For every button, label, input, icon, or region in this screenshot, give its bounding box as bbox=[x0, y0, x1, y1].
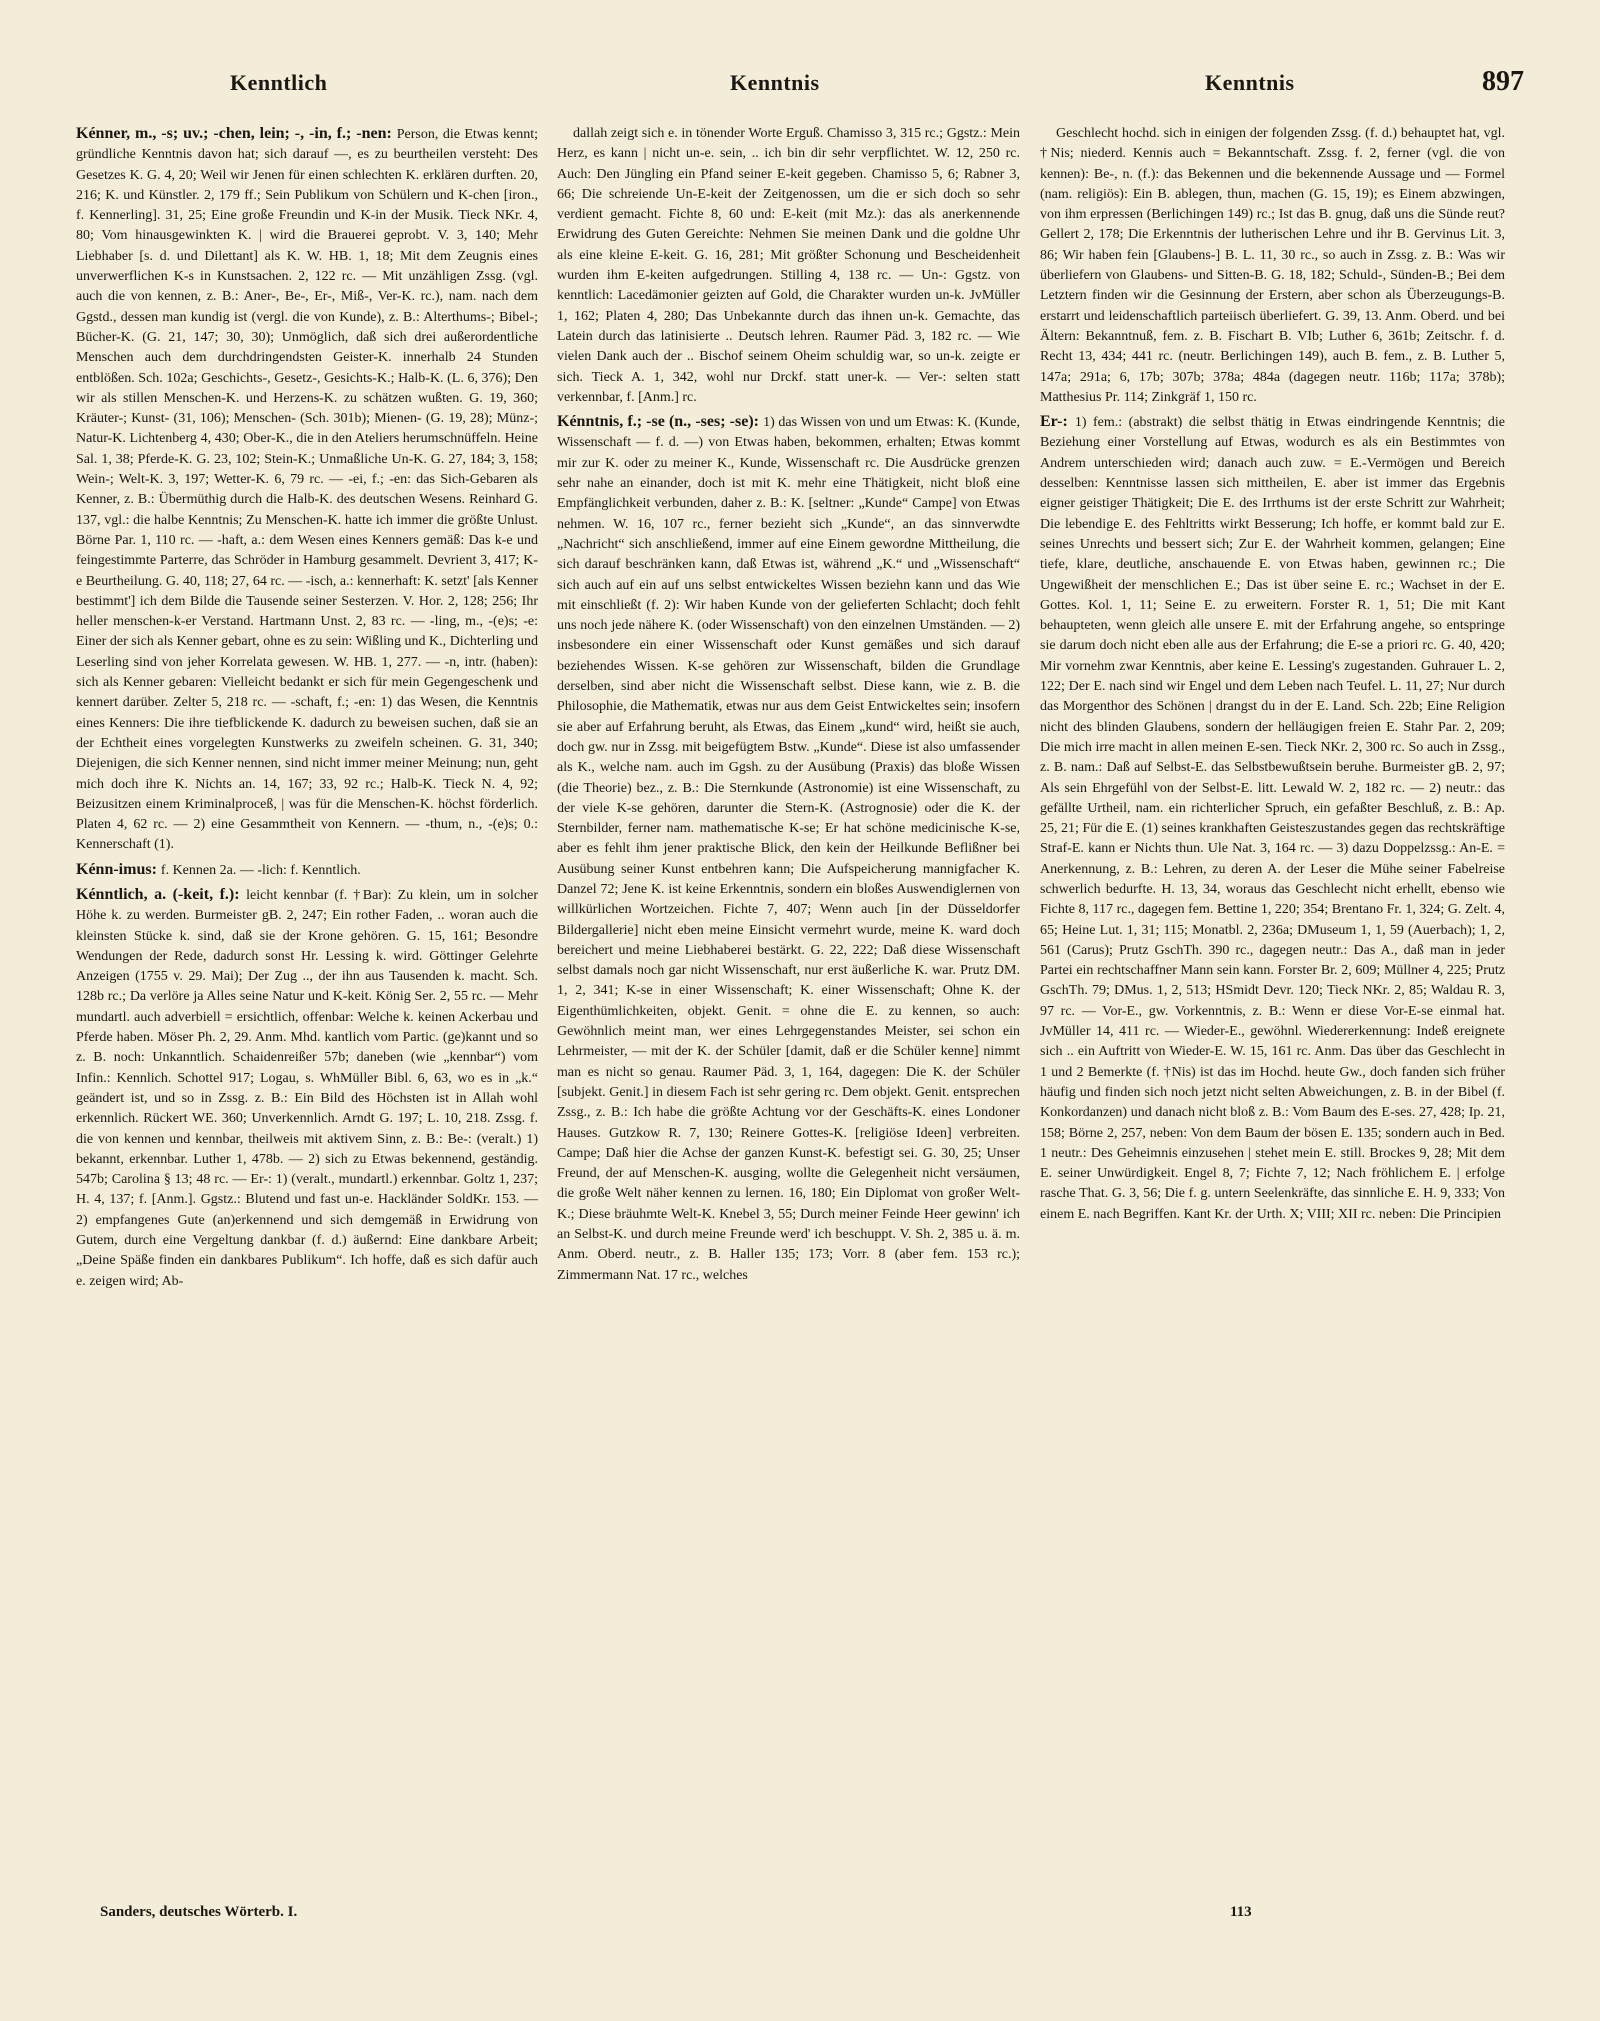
dictionary-entry bbox=[1040, 412, 1505, 1225]
entry-text: f. Kennen 2a. — -lich: f. Kenntlich. bbox=[160, 862, 361, 878]
dictionary-entry bbox=[1040, 124, 1505, 408]
sheet-number: 113 bbox=[1230, 1904, 1252, 1920]
dictionary-entry bbox=[76, 860, 538, 881]
entry-text: dallah zeigt sich e. in tönender Worte Erguß. Chamisso 3, 315 rc.; Ggstz.: Mein Herz, es kann | nicht un-e. sein, .. ich bin dir sehr verpflichtet. W. 12, 250 rc. Auch: Den Jüngling ein Pfand seiner E-keit gegeben. Chamisso 5, 6; Rabner 3, 66; Die schreiende Un-E-keit der Zeitgenossen, um die er sich doch so sehr verdient gemacht. Fichte 8, 60 und: E-keit (mit Mz.): das als anerkennende Erwidrung des Guten Gereichte: Nehmen Sie meinen Dank und die goldne Uhr als eine kleine E-keit. G. 16, 281; Mit größter Schonung und Bescheidenheit wurden ihm E-keiten aufgedrungen. Stilling 4, 138 rc. — Un-: Ggstz. von kenntlich: Lacedämonier geizten auf Gold, die Charakter wurden un-k. JvMüller 1, 162; Platen 4, 280; Das Unbekannte durch das ihnen un-k. Gemachte, das Latein durch das latinisierte .. Deutsch lehren. Raumer Päd. 3, 182 rc. — Wie vielen Dank auch der .. Bischof seinem Oheim schuldig war, so un-k. zeigte er sich. Tieck A. 1, 342, wohl nur Drckf. statt uner-k. — Ver-: selten statt verkennbar, f. [Anm.] rc. bbox=[557, 126, 1020, 405]
dictionary-entry bbox=[76, 124, 538, 856]
entry-headword: Er-: bbox=[1040, 413, 1075, 431]
entry-text: 1) das Wissen von und um Etwas: K. (Kunde, Wissenschaft — f. d. —) von Etwas haben, bekommen, erhalten; Etwas kommt mir zur K. oder zu meiner K., Kunde, Wissenschaft rc. Die Ausdrücke grenzen sehr nahe an einander, doch ist mit K. mehr eine Thätigkeit, nicht bloß eine Empfänglichkeit verbunden, daher z. B.: K. [seltner: „Kunde“ Campe] von Etwas nehmen. W. 16, 107 rc., ferner bezieht sich „Kunde“, an das sinnverwdte „Nachricht“ sich anschließend, immer auf eine Einem gewordne Mittheilung, die sich darauf beschränken kann, daß Etwas ist, während „K.“ und „Wissenschaft“ sich auch auf ein auf uns selbst entwickeltes Wissen beziehn kann und das Wie mit einschließt (f. 2): Wir haben Kunde von der gelieferten Schlacht; doch fehlt uns noch jede nähere K. (oder Wissenschaft) von den einzelnen Umständen. — 2) insbesondere ein einer Wissenschaft oder Kunst gemäßes und sich darauf beziehendes Wissen. K-se gehören zur Wissenschaft, bilden die Grundlage derselben, sind aber nicht die Wissenschaft selbst. Diese kann, wie z. B. die Philosophie, die Mathematik, etwas nur aus dem Geist Entwickeltes sein; insofern sie aber auf Erfahrung beruht, als Etwas, das Einem „kund“ wird, heißt sie auch, doch gw. nur in Zssg. mit beigefügtem Bstw. „Kunde“. Diese ist also umfassender als K., welche nam. auch im Ggsh. zu der Ausübung (Praxis) das bloße Wissen (die Theorie) bez., z. B.: Die Sternkunde (Astronomie) ist eine Wissenschaft, zu der viele K-se gehören, darunter die Stern-K. (Astrognosie) oder die K. der Sternbilder, ferner nam. mathematische K-se; Er hat schöne medicinische K-se, aber es fehlt ihm jener praktische Blick, den kein der Heilkunde Beflißner bei Ausübung seiner Kunst entbehren kann; Die Aufspeicherung mannigfacher K. Danzel 72; Jene K. ist keine Erkenntnis, sondern ein bloßes Auswendiglernen von willkürlichen Wortzeichen. Fichte 7, 407; Wenn auch [in der Düsseldorfer Bildergallerie] nicht eben meine Einsicht vermehrt wurde, meine K. ward doch bereichert und meine Liebhaberei bestärkt. G. 22, 222; Daß diese Wissenschaft selbst damals noch gar nicht Wissenschaft, nur erst äußerliche K. war. Prutz DM. 1, 2, 341; K-se in einer Wissenschaft; K. einer Wissenschaft; Ohne K. der Eigenthümlichkeiten, objekt. Genit. = ohne die E. zu kennen, so auch: Gewöhnlich meint man, wer eines Lehrgegenstandes Meister, sei schon ein Lehrmeister, — mit der K. der Schüler [damit, daß er die Schüler kenne] nimmt man es nicht so genau. Raumer Päd. 3, 1, 164, dagegen: Die K. der Schüler [subjekt. Genit.] in diesem Fach ist sehr gering rc. Dem objekt. Genit. entsprechen Zssg., z. B.: Ich habe die größte Achtung vor der Geschäfts-K. eines Londoner Hauses. Gutzkow R. 7, 130; Reinere Gottes-K. [religiöse Ideen] verbreiten. Campe; Daß hier die Achse der ganzen Kunst-K. befestigt sei. G. 30, 25; Unser Freund, der auf Menschen-K. ausging, wollte die Gelegenheit nicht versäumen, die große Welt näher kennen zu lernen. 16, 180; Ein Diplomat von großer Welt-K.; Diese bräuhmte Welt-K. Knebel 3, 55; Durch meiner Feinde Heer gewinn' ich an Selbst-K. und durch meine Freunde werd' ich beschuppt. V. Sh. 2, 385 u. ä. m. Anm. Oberd. neutr., z. B. Haller 135; 173; Vorr. 8 (aber fem. 153 rc.); Zimmermann Nat. 17 rc., welches bbox=[557, 415, 1020, 1283]
signature-line: Sanders, deutsches Wörterb. I. bbox=[100, 1904, 298, 1920]
entry-headword: Kénner, m., -s; uv.; -chen, lein; -, -in, f.; -nen: bbox=[76, 125, 397, 142]
entry-text: Geschlecht hochd. sich in einigen der folgenden Zssg. (f. d.) behauptet hat, vgl. †Nis; niederd. Kennis auch = Bekanntschaft. Zssg. f. 2, ferner (vgl. die von kennen): Be-, n. (f.): das Bekennen und die bekennende Aussage und — Formel (nam. religiös): Ein B. ablegen, thun, machen (G. 15, 19); es Einem abzwingen, von ihm erpressen (Berlichingen 149) rc.; Ist das B. gnug, daß uns die Sünde reut? Gellert 2, 178; Die Erkenntnis der lutherischen Lehre und ihr B. Gervinus Lit. 3, 86; Wir haben fein [Glaubens-] B. L. 11, 30 rc., so auch in Zssg. z. B.: Was wir überliefern von Glaubens- und Sitten-B. G. 18, 182; Schuld-, Sünden-B.; Bei dem Letztern finden wir die Gesinnung der Erstern, aber schon als Überzeugungs-B. erstarrt und leidenschaftlich parteiisch überliefert. G. 39, 13. Anm. Oberd. und bei Ältern: Bekanntnuß, fem. z. B. Fischart B. VIb; Luther 6, 361b; Zeitschr. f. d. Recht 13, 434; 441 rc. (neutr. Berlichingen 149), auch B. fem., z. B. Luther 5, 147a; 291a; 6, 17b; 307b; 378a; 484a (dagegen neutr. 116b; 117a; 378b); Matthesius Pr. 114; Zinkgräf 1, 150 rc. bbox=[1040, 126, 1505, 405]
page-number: 897 bbox=[1482, 66, 1524, 97]
column-1 bbox=[76, 124, 538, 1296]
dictionary-entry bbox=[557, 124, 1020, 408]
entry-text: 1) fem.: (abstrakt) die selbst thätig in Etwas eindringende Kenntnis; die Beziehung einer Vorstellung auf Etwas, wodurch es als ein Bestimmtes von Andrem unterschieden wird; danach auch zuw. = E.-Vermögen und Bereich desselben: Kenntnisse lassen sich mittheilen, E. aber ist immer das Ergebnis eigner geistiger Thätigkeit; Die E. des Irrthums ist der erste Schritt zur Wahrheit; Die lebendige E. des Fehltritts wirkt Besserung; Ich hoffe, er kommt bald zur E. seines Unrechts und bessert sich; Zur E. der Wahrheit kommen, gelangen; Eine tiefe, klare, deutliche, anschauende E. von Etwas haben, gewinnen rc.; Die Ungewißheit der menschlichen E.; Das ist über seine E. rc.; Wachset in der E. Gottes. Kol. 1, 11; Seine E. zu erweitern. Forster R. 1, 51; Die mit Kant behaupteten, wenn gleich alle unsere E. mit der Erfahrung angehe, so entspringe sie darum doch nicht eben alle aus der Erfahrung; die E-se a priori rc. G. 40, 420; Mir vornehm zwar Kenntnis, aber keine E. Lessing's zugestanden. Guhrauer L. 2, 122; Der E. nach sind wir Engel und dem Leben nach Teufel. L. 11, 27; Nur durch das Morgenthor des Schönen | drangst du in der E. Land. Sch. 22b; Eine Religion nicht des blinden Glaubens, sondern der helläugigen freien E. Stahr Par. 2, 209; Die mich irre macht in allen meinen E-sen. Tieck NKr. 2, 300 rc. So auch in Zssg., z. B. nam.: Daß auf Selbst-E. das Selbstbewußtsein beruhe. Burmeister gB. 2, 97; Als sein Ehrgefühl von der Selbst-E. litt. Lewald W. 2, 182 rc. — 2) neutr.: das gefällte Urtheil, nam. ein richterlicher Spruch, ein gefaßter Beschluß, z. B.: Ap. 25, 21; Für die E. (1) seines krankhaften Geisteszustandes gegen das rechtskräftige Straf-E. kann er Nichts thun. Ule Nat. 3, 164 rc. — 3) dazu Doppelzssg.: An-E. = Anerkennung, z. B.: Lehren, zu deren A. der Leser die Mühe seiner Fabelreise schwerlich bedurfte. H. 13, 34, woraus das Geschlecht nicht erhellt, ebenso wie Fichte 8, 117 rc., dagegen fem. Bettine 1, 220; 354; Brentano Fr. 1, 324; G. Zelt. 4, 65; Heine Lut. 1, 31; 115; Monatbl. 2, 236a; DMuseum 1, 1, 59 (Auerbach); 1, 2, 561 (Carus); Prutz GschTh. 390 rc., dagegen neutr.: Das A., daß man in jeder Partei ein rechtschaffner Mann sein kann. Forster Br. 2, 609; Müllner 4, 225; Prutz GschTh. 79; DMus. 1, 2, 513; HSmidt Devr. 120; Tieck NKr. 2, 85; Waldau R. 3, 97 rc. — Vor-E., gw. Vorkenntnis, z. B.: Wenn er diese Vor-E-se einmal hat. JvMüller 14, 411 rc. — Wieder-E., gewöhnl. Wiedererkennung: Indeß ereignete sich .. ein Auftritt von Wieder-E. W. 15, 161 rc. Anm. Das über das Geschlecht in 1 und 2 Bemerkte (f. †Nis) ist das im Hochd. heute Gw., doch fanden sich früher häufig und finden sich noch jetzt nicht selten Abweichungen, z. B. in der Bibel (f. Konkordanzen) und danach nicht bloß z. B.: Vom Baum des E-ses. 27, 428; Ip. 21, 158; Börne 2, 257, neben: Von dem Baum der bösen E. 135; sondern auch in Bed. 1 neutr.: Des Geheimnis einzusehen | stehet mein E. still. Brockes 9, 28; Mit dem E. seiner Unwürdigkeit. Engel 8, 7; Fichte 7, 12; Nach fröhlichem E. | erfolge rasche That. G. 3, 56; Die f. g. untern Seelenkräfte, das sinnliche E. H. 9, 333; Von einem E. nach Begriffen. Kant Kr. der Urth. X; VIII; XII rc. neben: Die Principien bbox=[1040, 415, 1505, 1222]
column-2 bbox=[557, 124, 1020, 1290]
dictionary-entry bbox=[557, 412, 1020, 1286]
column-3 bbox=[1040, 124, 1505, 1229]
entry-headword: Kénntnis, f.; -se (n., -ses; -se): bbox=[557, 413, 764, 431]
running-head-center: Kenntnis bbox=[730, 70, 820, 95]
dictionary-entry bbox=[76, 885, 538, 1292]
entry-text: Person, die Etwas kennt; gründliche Kenntnis davon hat; sich darauf —, es zu beurtheilen versteht: Des Gesetzes K. G. 4, 20; Weil wir Jenen für einen schlechten K. erklären durften. 20, 216; K. und Künstler. 2, 179 ff.; Sein Publikum von Schülern und K-chen [iron., f. Kennerling]. 31, 25; Eine große Freundin und K-in der Musik. Tieck NKr. 4, 80; Vom hinausgewinkten K. | wird die Brauerei geprobt. V. 3, 140; Mehr Liebhaber [s. d. und Dilettant] als K. W. HB. 1, 18; Mit dem Zeugnis eines unverwerflichen K-s in Kunstsachen. 2, 122 rc. — Mit unzähligen Zssg. (vgl. auch die von kennen, z. B.: Aner-, Be-, Er-, Miß-, Ver-K. rc.), nam. nach dem Ggstd., dessen man kundig ist (vergl. die von Kunde), z. B.: Alterthums-; Bibel-; Bücher-K. (G. 21, 147; 30, 30); Unmöglich, daß sich drei außerordentliche Menschen auch dem durchdringendsten Geister-K. innerhalb 24 Stunden entblößen. Sch. 102a; Geschichts-, Gesetz-, Gesichts-K.; Halb-K. (L. 6, 376); Den wir als stillen Menschen-K. und Herzens-K. zu schätzen wußten. G. 19, 360; Kräuter-; Kunst- (31, 106); Menschen- (Sch. 301b); Mienen- (G. 19, 28); Münz-; Natur-K. Lichtenberg 4, 430; Ober-K., die in den Ateliers herumschnüffeln. Heine Sal. 1, 38; Pferde-K. G. 23, 102; Stein-K.; Unmaßliche Un-K. G. 27, 184; 3, 158; Wein-; Welt-K. 3, 197; Wetter-K. 6, 79 rc. — -ei, f.; -en: das Sich-Gebaren als Kenner, z. B.: Übermüthig durch die Halb-K. des deutschen Wesens. Reinhard G. 137, vgl.: die halbe Kenntnis; Zu Menschen-K. hatte ich immer die größte Unlust. Börne Par. 1, 110 rc. — -haft, a.: dem Wesen eines Kenners gemäß: Das k-e und feingestimmte Parterre, das Schröder in Hamburg gesammelt. Devrient 3, 417; K-e Beurtheilung. G. 40, 118; 27, 64 rc. — -isch, a.: kennerhaft: K. setzt' [als Kenner bestimmt'] ich dem Bilde die Tausende seiner Sesterzen. V. Hor. 2, 128; 256; Ihr heller menschen-k-er Verstand. Hartmann Unst. 2, 83 rc. — -ling, m., -(e)s; -e: Einer der sich als Kenner gebart, ohne es zu sein: Wißling und K., Dichterling und Leserling sind von jeher Korrelata gewesen. W. HB. 1, 277. — -n, intr. (haben): sich als Kenner gebaren: Vielleicht bedankt er sich für mein Gegengeschenk und kennert darüber. Zelter 5, 218 rc. — -schaft, f.; -en: 1) das Wesen, die Kenntnis eines Kenners: Die ihre tiefblickende K. dadurch zu beweisen suchen, daß sie an der Echtheit eines vorgelegten Kunstwerks zu zweifeln scheinen. G. 31, 340; Diejenigen, die sich Kenner nennen, sind nicht immer meiner Meinung; nun, geht mich doch ihre K. Nichts an. 14, 167; 33, 92 rc.; Halb-K. Tieck N. 4, 92; Beizusitzen einem Kriminalproceß, | was für die Menschen-K. höchst förderlich. Platen 4, 62 rc. — 2) eine Gesammtheit von Kennern. — -thum, n., -(e)s; 0.: Kennerschaft (1). bbox=[76, 127, 538, 853]
entry-text: leicht kennbar (f. †Bar): Zu klein, um in solcher Höhe k. zu werden. Burmeister gB. 2, 247; Ein rother Faden, .. woran auch die kleinsten Stücke k. sind, daß sie der Krone gehören. G. 15, 161; Besondre Wendungen der Rede, dadurch sonst Hr. Lessing k. wird. Göttinger Gelehrte Anzeigen (1755 v. 29. Mai); Der Zug .., der ihn aus Tausenden k. macht. Sch. 128b rc.; Da verlöre ja Alles seine Natur und K-keit. König Ser. 2, 55 rc. — Mehr mundartl. auch adverbiell = ersichtlich, offenbar: Welche k. keinen Ackerbau und Pferde haben. Möser Ph. 2, 29. Anm. Mhd. kantlich vom Partic. (ge)kannt und so z. B. noch: Unkanntlich. Schaidenreißer 57b; daneben (wie „kennbar“) vom Infin.: Kennlich. Schottel 917; Logau, s. WhMüller Bibl. 6, 63, wo es in „k.“ geändert ist, und so in Zssg. z. B.: Ein Bild des Höchsten ist in Allah wohl erkennlich. Rückert WE. 360; Unverkennlich. Arndt G. 197; L. 10, 218. Zssg. f. die von kennen und kennbar, theilweis mit aktivem Sinn, z. B.: Be-: (veralt.) 1) bekannt, erkennbar. Luther 1, 478b. — 2) sich zu Etwas bekennend, geständig. 547b; Carolina § 13; 48 rc. — Er-: 1) (veralt., mundartl.) erkennbar. Goltz 1, 237; H. 4, 137; f. [Anm.]. Ggstz.: Blutend und fast un-e. Hackländer SoldKr. 153. — 2) empfangenes Gute (an)erkennend und sich demgemäß in Erwidrung von Gutem, durch eine Vergeltung dankbar (f. d.) äußernd: Eine dankbare Arbeit; „Deine Späße finden ein dankbares Publikum“. Ich hoffe, daß es sich dafür auch e. zeigen wird; Ab- bbox=[76, 887, 539, 1289]
running-head-right: Kenntnis bbox=[1205, 70, 1295, 95]
running-head-left: Kenntlich bbox=[230, 70, 328, 95]
entry-headword: Kénn-imus: bbox=[76, 860, 161, 878]
entry-headword: Kénntlich, a. (-keit, f.): bbox=[76, 885, 247, 903]
